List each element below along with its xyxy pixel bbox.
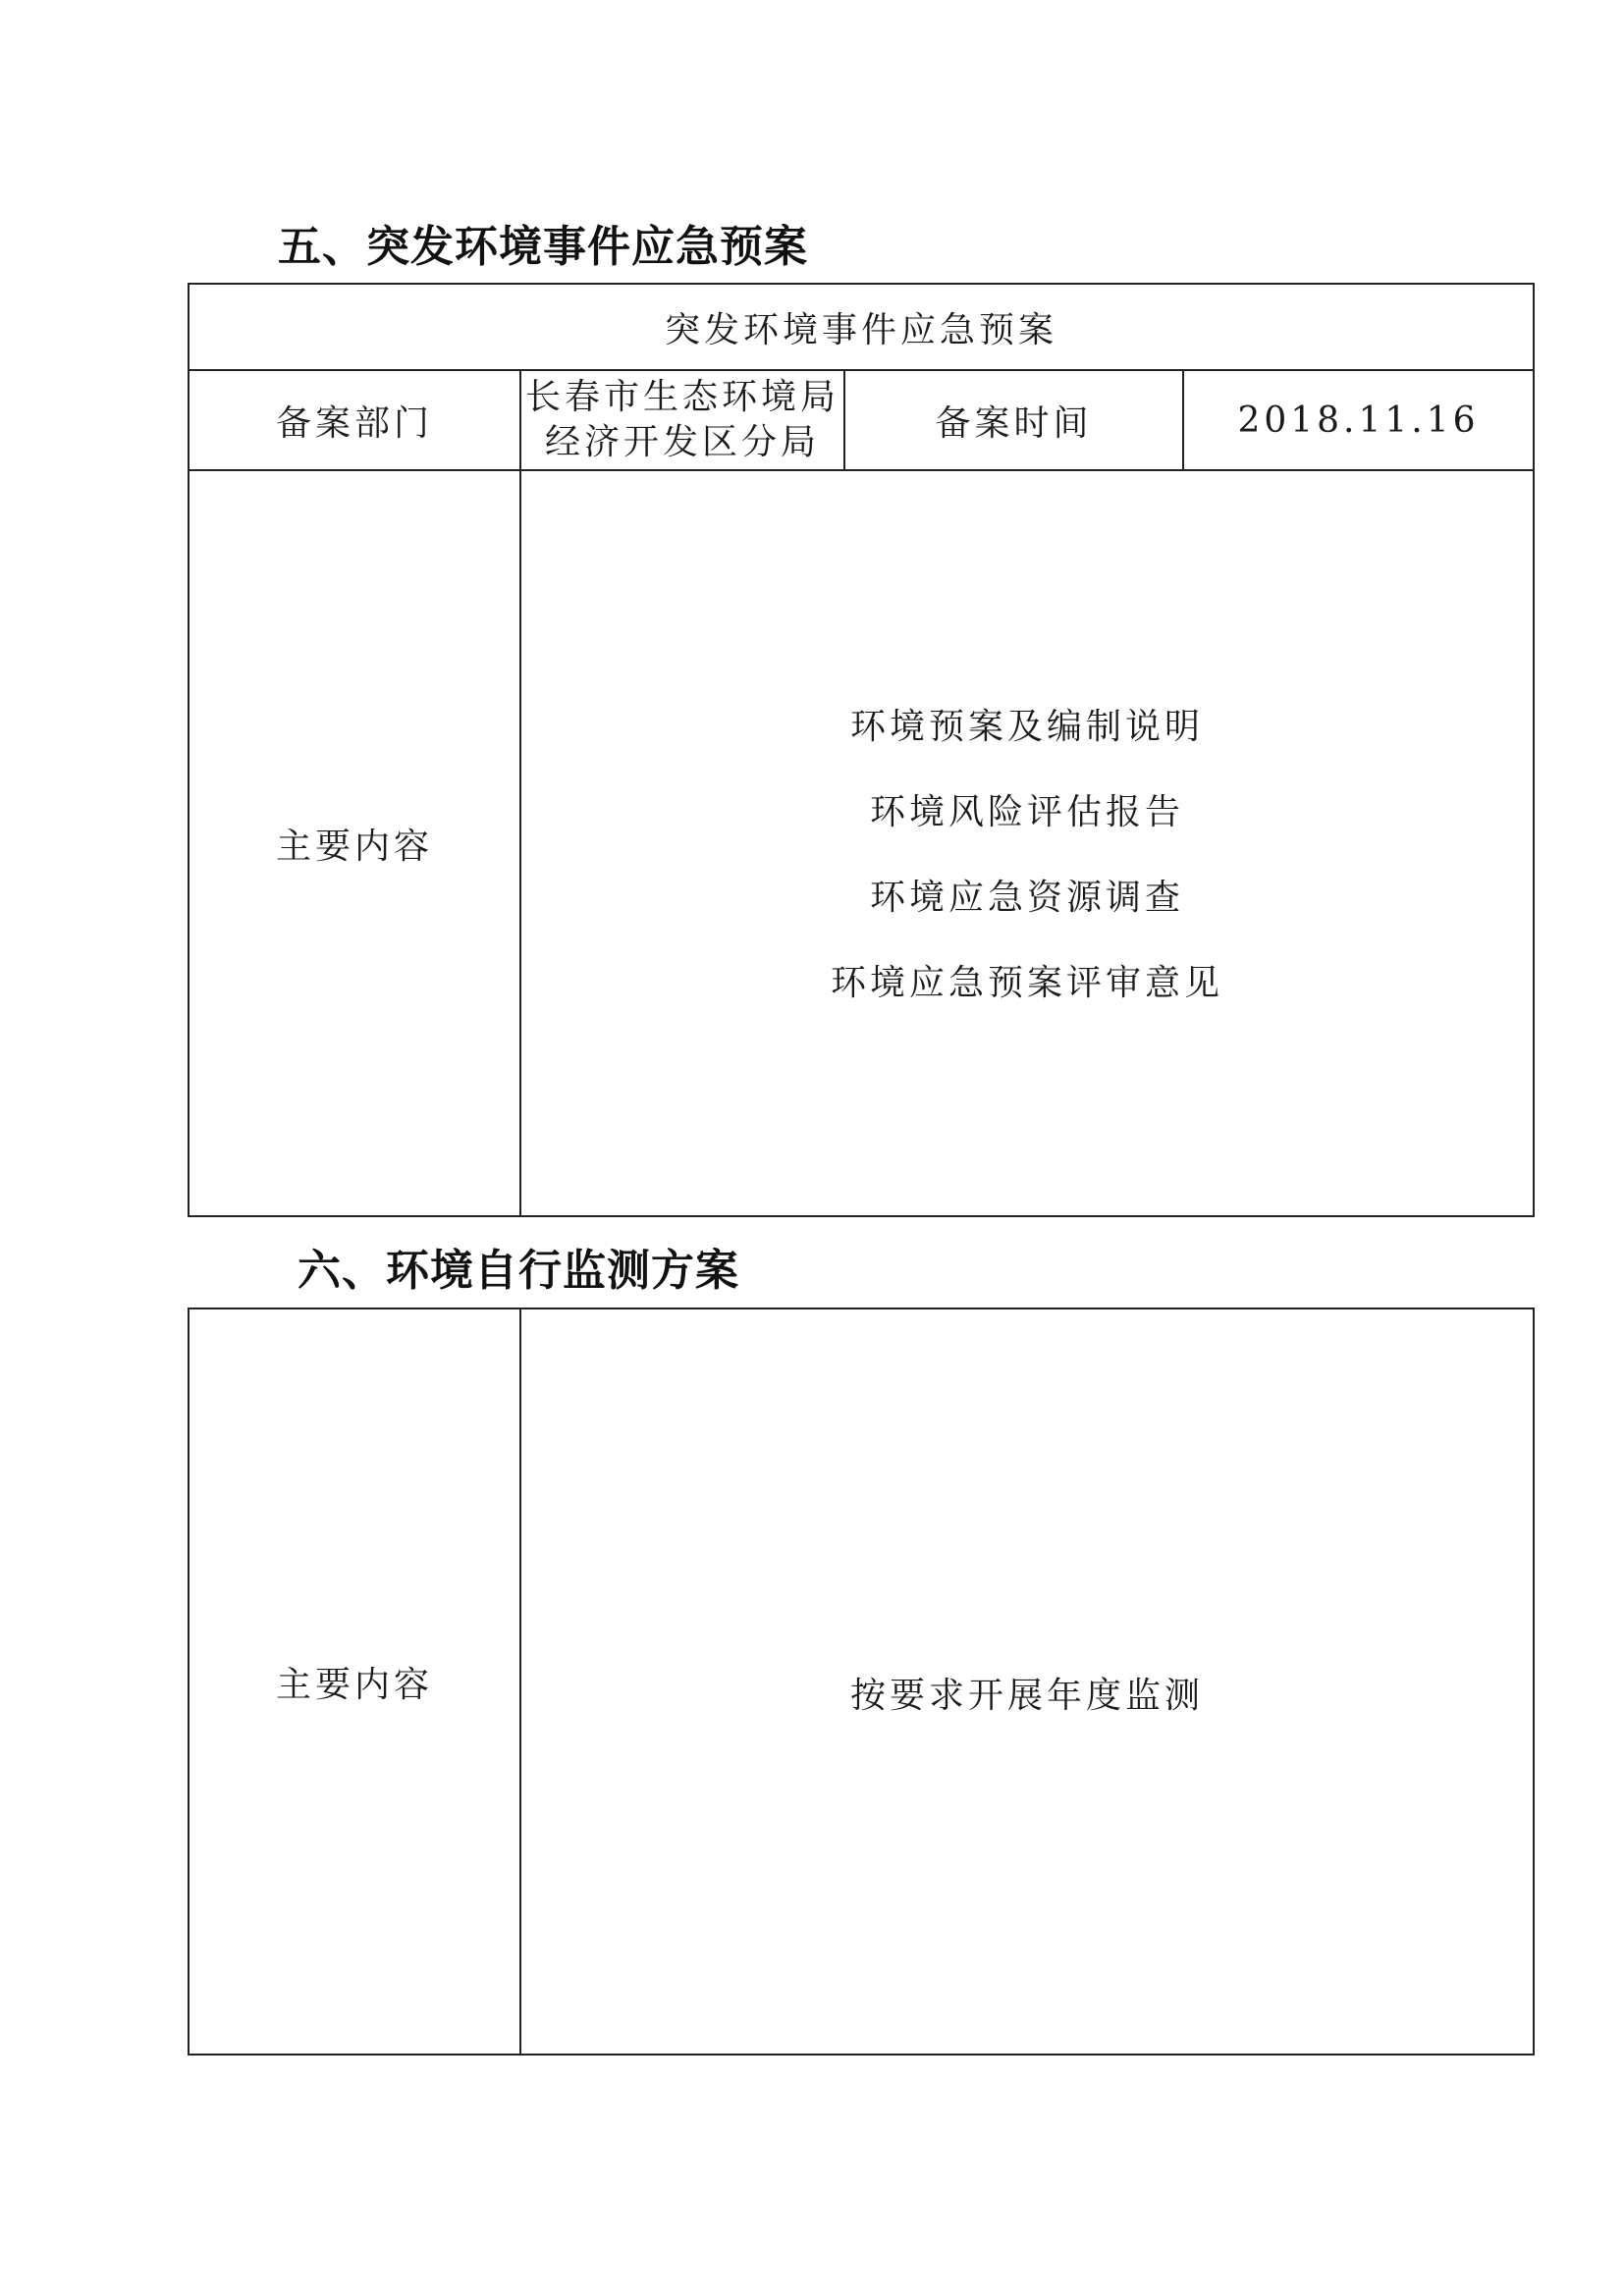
main-content-cell — [520, 470, 1534, 1216]
section-5-heading: 五、突发环境事件应急预案 — [278, 222, 808, 272]
list-item: 环境预案及编制说明 — [850, 707, 1205, 747]
table-title-row — [189, 284, 1534, 370]
filing-dept-value-line2: 经济开发区分局 — [544, 422, 820, 462]
filing-dept-value-line1: 长春市生态环境局 — [524, 377, 839, 417]
main-content-list — [521, 684, 1533, 1026]
emergency-plan-table — [188, 283, 1535, 1217]
main-content-label: 主要内容 — [189, 470, 520, 1216]
list-item: 环境风险评估报告 — [870, 792, 1185, 832]
list-item: 环境应急预案评审意见 — [831, 963, 1224, 1003]
monitoring-content-row — [189, 1308, 1534, 2055]
filing-date-value: 2018.11.16 — [1183, 370, 1534, 470]
list-item: 环境应急资源调查 — [870, 878, 1185, 918]
self-monitoring-table — [188, 1308, 1535, 2056]
table-title: 突发环境事件应急预案 — [189, 284, 1534, 370]
main-content-row — [189, 470, 1534, 1216]
filing-dept-value — [520, 370, 844, 470]
filing-info-row — [189, 370, 1534, 470]
section-6-heading: 六、环境自行监测方案 — [298, 1246, 739, 1296]
filing-date-label: 备案时间 — [844, 370, 1183, 470]
list-item: 按要求开展年度监测 — [849, 1675, 1204, 1716]
monitoring-content-label: 主要内容 — [189, 1308, 520, 2055]
filing-dept-label: 备案部门 — [189, 370, 520, 470]
monitoring-content-cell — [520, 1308, 1534, 2055]
monitoring-content-list — [521, 1653, 1533, 1738]
